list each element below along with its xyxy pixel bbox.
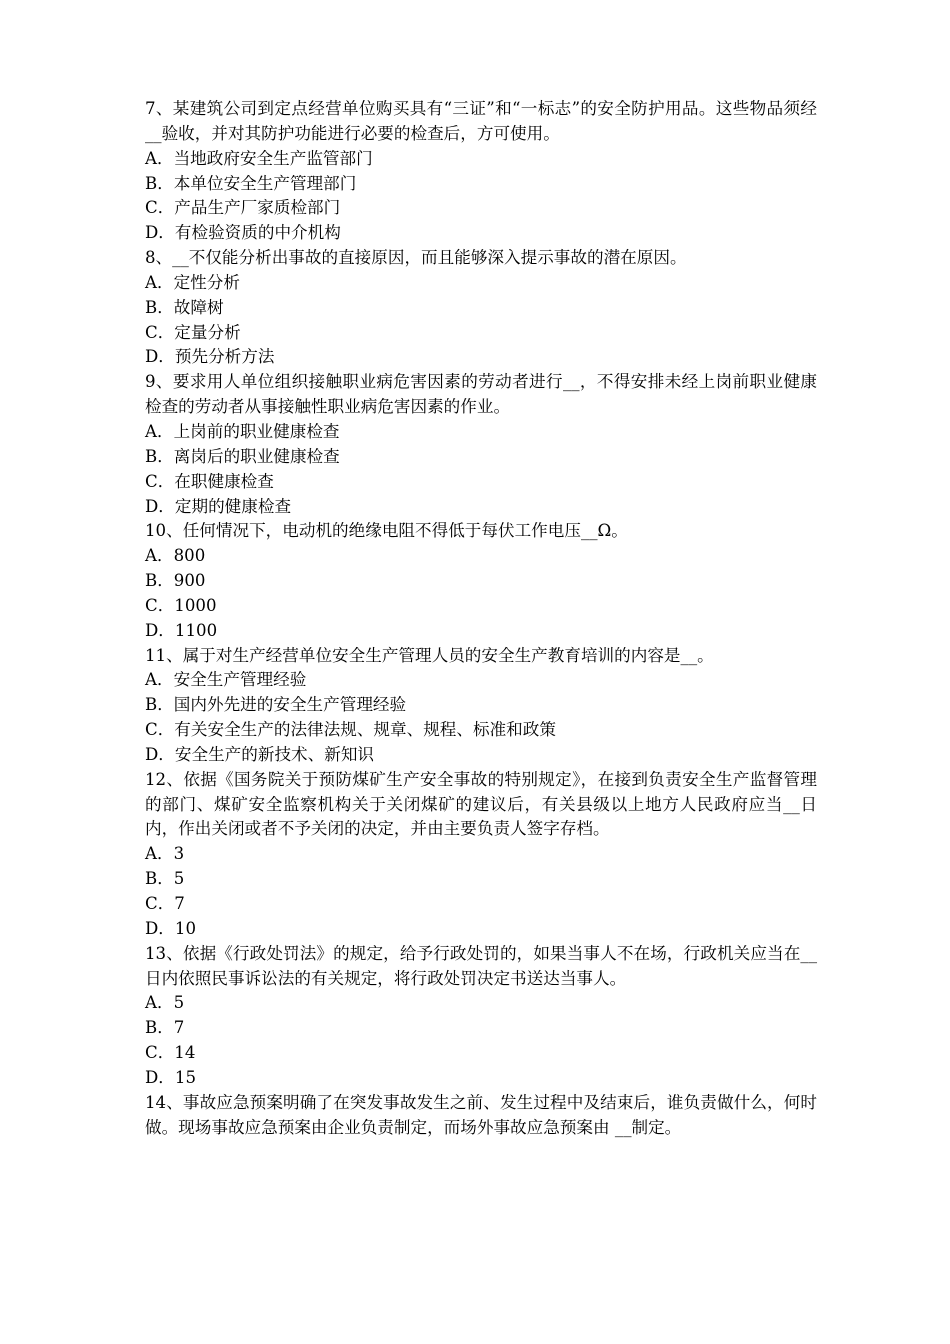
option-list (145, 420, 817, 519)
option-list (145, 544, 817, 643)
document-page (145, 97, 817, 1140)
option-list (145, 668, 817, 767)
option-a: A．上岗前的职业健康检查 (145, 421, 340, 441)
option-b: B．离岗后的职业健康检查 (145, 446, 340, 466)
option-a: A．当地政府安全生产监管部门 (145, 148, 373, 168)
option-d: D．安全生产的新技术、新知识 (145, 744, 375, 764)
question-text: 10、任何情况下，电动机的绝缘电阻不得低于每伏工作电压__Ω。 (145, 521, 628, 541)
option-d: D．预先分析方法 (145, 347, 275, 367)
question-8 (145, 246, 817, 370)
option-list (145, 842, 817, 941)
option-c: C．产品生产厂家质检部门 (145, 198, 341, 218)
question-11 (145, 644, 817, 768)
option-b: B．故障树 (145, 297, 224, 317)
question-text: 12、依据《国务院关于预防煤矿生产安全事故的特别规定》，在接到负责安全生产监督管理的部门、煤矿安全监察机构关于关闭煤矿的建议后，有关县级以上地方人民政府应当__日内，作出关闭或者不予关闭的决定，并由主要负责人签字存档。 (145, 769, 817, 839)
option-c: C．有关安全生产的法律法规、规章、规程、标准和政策 (145, 720, 556, 740)
option-a: A．3 (145, 844, 185, 864)
question-text: 11、属于对生产经营单位安全生产管理人员的安全生产教育培训的内容是__。 (145, 645, 714, 665)
option-list (145, 271, 817, 370)
option-c: C．7 (145, 894, 185, 913)
option-c: C．在职健康检查 (145, 471, 274, 491)
option-b: B．5 (145, 869, 185, 889)
option-list (145, 147, 817, 246)
question-text: 13、依据《行政处罚法》的规定，给予行政处罚的，如果当事人不在场，行政机关应当在__日内依照民事诉讼法的有关规定，将行政处罚决定书送达当事人。 (145, 943, 817, 988)
option-d: D．15 (145, 1067, 197, 1087)
option-a: A．定性分析 (145, 272, 240, 292)
question-12 (145, 768, 817, 942)
option-d: D．定期的健康检查 (145, 496, 292, 516)
option-c: C．1000 (145, 595, 217, 615)
option-a: A．5 (145, 993, 185, 1013)
question-text: 9、要求用人单位组织接触职业病危害因素的劳动者进行__，不得安排未经上岗前职业健康检查的劳动者从事接触性职业病危害因素的作业。 (145, 372, 817, 417)
question-text: 14、事故应急预案明确了在突发事故发生之前、发生过程中及结束后，谁负责做什么，何时做。现场事故应急预案由企业负责制定，而场外事故应急预案由 __制定。 (145, 1092, 817, 1137)
option-c: C．定量分析 (145, 322, 241, 342)
option-c: C．14 (145, 1043, 196, 1063)
option-a: A．800 (145, 546, 206, 566)
option-b: B．国内外先进的安全生产管理经验 (145, 695, 407, 715)
question-text: 7、某建筑公司到定点经营单位购买具有“三证”和“一标志”的安全防护用品。这些物品须经__验收，并对其防护功能进行必要的检查后，方可使用。 (145, 99, 817, 143)
question-13 (145, 942, 817, 1091)
question-14 (145, 1091, 817, 1141)
question-7 (145, 97, 817, 246)
option-d: D．1100 (145, 620, 218, 640)
question-text: 8、__不仅能分析出事故的直接原因，而且能够深入提示事故的潜在原因。 (145, 248, 687, 268)
option-list (145, 991, 817, 1090)
option-a: A．安全生产管理经验 (145, 670, 307, 690)
option-b: B．7 (145, 1018, 185, 1038)
option-b: B．本单位安全生产管理部门 (145, 173, 357, 193)
option-b: B．900 (145, 571, 206, 591)
question-9 (145, 370, 817, 519)
question-10 (145, 519, 817, 643)
option-d: D．有检验资质的中介机构 (145, 223, 341, 243)
option-d: D．10 (145, 918, 197, 938)
